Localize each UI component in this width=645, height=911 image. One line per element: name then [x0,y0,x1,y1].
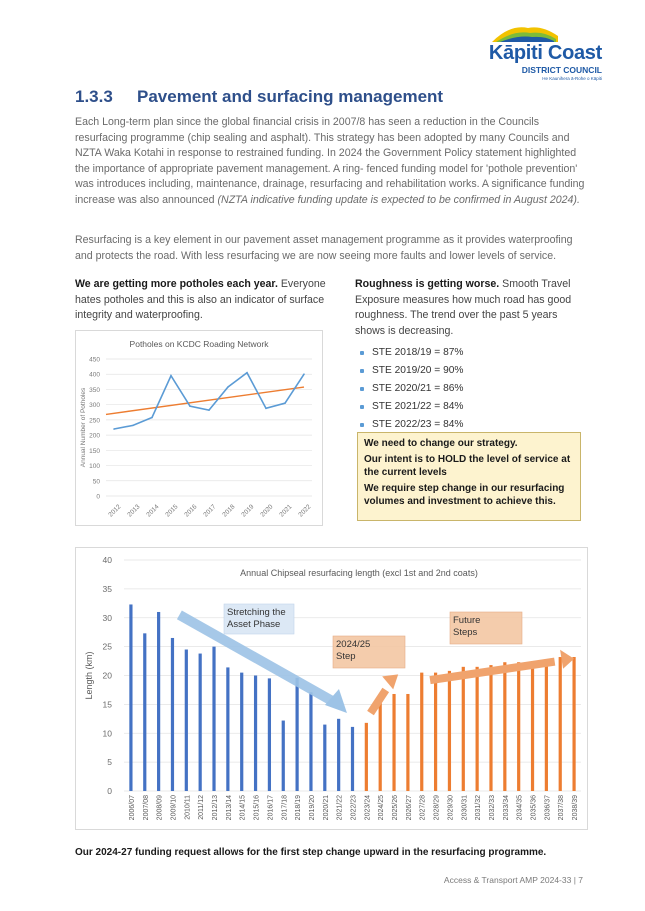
y-tick-label: 15 [102,699,112,710]
historic-bar [337,719,340,791]
y-tick-label: 100 [89,463,100,471]
page-footer: Access & Transport AMP 2024-33 | 7 [443,875,583,885]
annotation-text: Step [336,651,356,662]
x-tick-label: 2030/31 [461,795,469,821]
x-tick-label: 2012/13 [212,795,220,821]
historic-bar [351,727,354,791]
chart-annotation [224,604,294,634]
section-heading [75,87,443,107]
data-point [189,405,191,407]
annotation-text: Future [453,615,481,626]
x-tick-label: 2034/35 [516,795,524,821]
y-tick-label: 300 [89,402,100,410]
data-point [170,375,172,377]
y-tick-label: 20 [102,670,112,681]
historic-bar [268,678,271,791]
annotation-text: 2024/25 [336,639,371,650]
chipseal-chart-title: Annual Chipseal resurfacing length (excl 1st and 2nd coats) [240,568,478,578]
chart-annotation [450,612,522,644]
historic-bar [199,654,202,791]
x-tick-label: 2013/14 [225,795,233,821]
intro-paragraph [75,115,585,209]
forecast-bar [392,694,395,791]
x-tick-label: 2018 [221,503,237,519]
potholes-chart-svg [76,331,322,525]
y-tick-label: 50 [92,478,100,486]
x-tick-label: 2021 [278,503,294,519]
y-tick-label: 400 [89,371,100,379]
forecast-bar [503,662,506,791]
intro-paragraph-text: Each Long-term plan since the global financial crisis in 2007/8 has seen a reduction in the Councils resurfacing programme (chip sealing and asphalt). This strategy has been adopted by many Councils and NZTA Waka Kotahi in response to restrained funding. In 2024 the Government Policy statement highlighted the importance of appropriate pavement management. A ring- fenced funding model for 'pothole prevention' was introduces including, maintenance, drainage, resurfacing and rehabilitation works. A significance funding increase was also announced [75,116,585,206]
y-tick-label: 25 [102,641,112,652]
x-tick-label: 2033/34 [502,795,510,821]
x-tick-label: 2031/32 [475,795,483,821]
forecast-bar [406,694,409,791]
historic-bar [254,676,257,792]
callout-line: We need to change our strategy. [364,438,518,449]
roughness-summary [355,277,585,339]
x-tick-label: 2015 [164,503,180,519]
x-tick-label: 2010/11 [184,795,192,820]
y-tick-label: 30 [102,612,112,623]
historic-bar [212,647,215,791]
x-tick-label: 2037/38 [558,795,566,821]
resurfacing-paragraph: Resurfacing is a key element in our pavement asset management programme as it provides waterproofing and protects the road. With less resurfacing we are now seeing more faults and lower levels of service. [75,234,573,262]
forecast-bar [489,665,492,791]
historic-bar [143,633,146,791]
y-tick-label: 10 [102,728,112,739]
ste-list [357,344,577,434]
x-tick-label: 2028/29 [433,795,441,821]
x-tick-label: 2019/20 [308,795,316,821]
potholes-chart [75,330,323,526]
y-tick-label: 40 [102,555,112,565]
y-tick-label: 150 [89,447,100,455]
data-point [227,386,229,388]
x-tick-label: 2020/21 [322,795,330,821]
logo-name: Kāpiti Coast [488,42,602,64]
x-tick-label: 2024/25 [378,795,386,821]
forecast-bar [379,694,382,791]
x-tick-label: 2015/16 [253,795,261,821]
council-logo [470,22,610,84]
forecast-bar [462,667,465,791]
ste-item: STE 2019/20 = 90% [357,362,577,380]
logo-subtitle: DISTRICT COUNCIL [521,65,602,75]
kapiti-mountain-icon [490,22,560,44]
x-tick-label: 2021/22 [336,795,344,821]
trendline [106,387,304,414]
historic-bar [240,673,243,791]
x-tick-label: 2014/15 [239,795,247,821]
y-tick-label: 350 [89,386,100,394]
x-tick-label: 2012 [107,503,123,519]
annotation-text: Asset Phase [227,619,281,630]
x-tick-label: 2014 [145,503,161,519]
x-tick-label: 2020 [259,503,275,519]
callout-line: We require step change in our resurfacing volumes and investment to achieve this. [364,482,565,507]
x-tick-label: 2026/27 [405,795,413,821]
chipseal-chart-svg [76,548,587,829]
ste-item: STE 2022/23 = 84% [357,416,577,434]
ste-item: STE 2021/22 = 84% [357,398,577,416]
y-axis-label: Annual Number of Potholes [80,387,87,468]
data-point [303,373,305,375]
data-point [132,425,134,427]
section-title: Pavement and surfacing management [137,87,444,106]
data-point [265,408,267,410]
annotation-text: Steps [453,627,478,638]
x-tick-label: 2023/24 [364,795,372,821]
x-tick-label: 2011/12 [198,795,206,820]
x-tick-label: 2013 [126,503,142,519]
y-axis-label: Length (km) [84,651,94,700]
x-tick-label: 2017/18 [281,795,289,821]
historic-bar [157,612,160,791]
chipseal-chart [75,547,588,830]
roughness-text: Smooth Travel Exposure measures how much road has good roughness. The trend over the past 5 years shows is decreasing. [355,278,572,337]
data-point [246,372,248,374]
x-tick-label: 2025/26 [392,795,400,821]
forecast-bar [420,673,423,791]
x-tick-label: 2016/17 [267,795,275,821]
potholes-lead: We are getting more potholes each year. [75,278,278,290]
data-point [284,402,286,404]
historic-bar [323,725,326,791]
x-tick-label: 2008/09 [156,795,164,821]
y-tick-label: 5 [107,757,112,768]
x-tick-label: 2007/08 [142,795,150,821]
forecast-bar [531,661,534,791]
x-tick-label: 2019 [240,503,256,519]
x-tick-label: 2022 [297,503,313,519]
forecast-bar [434,673,437,791]
potholes-chart-title: Potholes on KCDC Roading Network [129,339,269,349]
chart-annotation [333,636,405,668]
x-tick-label: 2018/19 [295,795,303,821]
forecast-bar [476,667,479,791]
forecast-bar [448,671,451,791]
x-tick-label: 2009/10 [170,795,178,821]
logo-tagline: He Kaunihera ā-Rohe o Kāpiti [542,76,602,81]
intro-paragraph-note: (NZTA indicative funding update is expected to be confirmed in August 2024). [217,193,580,206]
strategy-callout [357,432,581,521]
y-tick-label: 450 [89,356,100,364]
historic-bar [129,604,132,791]
x-tick-label: 2035/36 [530,795,538,821]
historic-bar [282,721,285,791]
x-tick-label: 2036/37 [544,795,552,821]
forecast-bar [572,657,575,791]
x-tick-label: 2006/07 [128,795,136,821]
historic-bar [309,692,312,791]
x-tick-label: 2032/33 [488,795,496,821]
roughness-lead: Roughness is getting worse. [355,278,500,290]
forecast-bar [517,662,520,791]
x-tick-label: 2022/23 [350,795,358,821]
historic-bar [296,678,299,791]
x-tick-label: 2038/39 [572,795,580,821]
historic-bar [185,650,188,791]
y-tick-label: 0 [96,493,100,501]
funding-note: Our 2024-27 funding request allows for the first step change upward in the resurfacing programme. [75,847,547,858]
data-point [208,409,210,411]
callout-line: Our intent is to HOLD the level of service at the current levels [364,453,571,478]
y-tick-label: 250 [89,417,100,425]
x-tick-label: 2016 [183,503,199,519]
forecast-bar [545,659,548,791]
x-tick-label: 2029/30 [447,795,455,821]
data-point [151,417,153,419]
potholes-summary [75,277,345,324]
potholes-text: Everyone hates potholes and this is also an indicator of surface integrity and waterproofing. [75,278,326,322]
section-number: 1.3.3 [75,87,113,106]
y-tick-label: 35 [102,583,112,594]
x-tick-label: 2017 [202,503,218,519]
ste-item: STE 2018/19 = 87% [357,344,577,362]
y-tick-label: 200 [89,432,100,440]
historic-bar [171,638,174,791]
data-point [113,428,115,430]
forecast-bar [559,657,562,791]
ste-item: STE 2020/21 = 86% [357,380,577,398]
historic-bar [226,667,229,791]
forecast-bar [365,723,368,791]
y-tick-label: 0 [107,786,112,796]
x-tick-label: 2027/28 [419,795,427,821]
annotation-text: Stretching the [227,607,286,618]
